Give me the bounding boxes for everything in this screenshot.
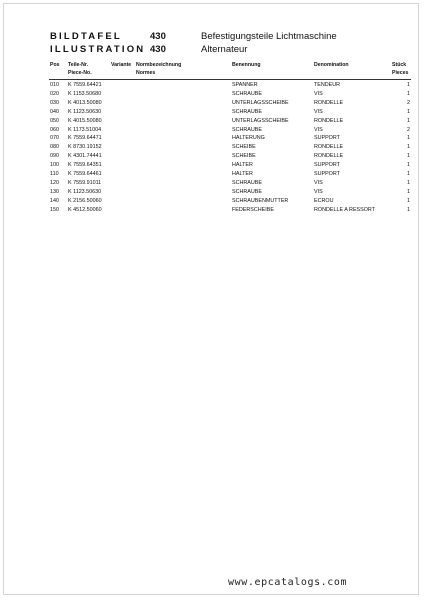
row-part-number: K 2156.50060 (68, 197, 102, 204)
row-denomination: TENDEUR (314, 82, 341, 88)
row-quantity: 1 (407, 171, 410, 177)
col-teile-nr: Teile-Nr. (68, 62, 89, 68)
row-quantity: 2 (407, 126, 410, 133)
row-part-number: K 7559.64351 (68, 162, 102, 169)
row-denomination: RONDELLE (314, 144, 344, 151)
row-part-number: K 4512.50060 (68, 206, 102, 213)
row-denomination: RONDELLE (314, 153, 344, 160)
row-benennung: HALTERUNG (232, 135, 265, 142)
row-pos: 130 (50, 188, 59, 195)
row-quantity: 1 (407, 179, 410, 186)
bildtafel-label: BILDTAFEL (50, 31, 122, 42)
row-quantity: 1 (407, 144, 410, 151)
table-row (0, 135, 424, 144)
table-row (0, 127, 424, 136)
row-benennung: SCHEIBE (232, 144, 256, 151)
row-pos: 140 (50, 197, 59, 204)
row-denomination: RONDELLE (314, 117, 344, 124)
row-part-number: K 4013.50080 (68, 99, 102, 106)
row-benennung: SCHRAUBE (232, 179, 262, 186)
col-pieces: Pieces (392, 70, 409, 76)
row-benennung: SPANNER (232, 82, 258, 88)
row-part-number: K 1123.50630 (68, 188, 102, 195)
table-row (0, 118, 424, 127)
row-denomination: SUPPORT (314, 171, 340, 177)
row-pos: 020 (50, 90, 59, 97)
row-denomination: SUPPORT (314, 135, 340, 142)
title-de: Befestigungsteile Lichtmaschine (201, 31, 337, 42)
row-quantity: 1 (407, 117, 410, 124)
row-benennung: UNTERLAGSSCHEIBE (232, 117, 289, 124)
table-row (0, 162, 424, 171)
row-part-number: K 1153.50680 (68, 90, 102, 97)
col-denomination: Denomination (314, 62, 349, 68)
col-stueck: Stück (392, 62, 407, 68)
row-part-number: K 7559.64471 (68, 135, 102, 142)
row-part-number: K 7559.64421 (68, 82, 102, 88)
table-row (0, 109, 424, 118)
row-pos: 110 (50, 171, 59, 177)
table-row (0, 153, 424, 162)
col-piece-no: Piece-No. (68, 70, 92, 76)
row-benennung: SCHRAUBENMUTTER (232, 197, 289, 204)
row-part-number: K 7559.64461 (68, 171, 102, 177)
row-pos: 040 (50, 108, 59, 115)
table-row (0, 91, 424, 100)
row-quantity: 1 (407, 90, 410, 97)
row-part-number: K 4301.74441 (68, 153, 102, 160)
row-part-number: K 1173.51004 (68, 126, 102, 133)
col-pos: Pos (50, 62, 60, 68)
col-normes: Normes (136, 70, 156, 76)
row-pos: 030 (50, 99, 59, 106)
row-quantity: 1 (407, 135, 410, 142)
table-row (0, 171, 424, 180)
row-pos: 050 (50, 117, 59, 124)
row-benennung: SCHRAUBE (232, 90, 262, 97)
row-benennung: HALTER (232, 162, 253, 169)
row-quantity: 1 (407, 162, 410, 169)
row-pos: 150 (50, 206, 59, 213)
illustration-label: ILLUSTRATION (50, 44, 146, 55)
row-benennung: SCHRAUBE (232, 126, 262, 133)
row-pos: 100 (50, 162, 59, 169)
header-rule (49, 79, 411, 80)
col-normbezeichnung: Normbezeichnung (136, 62, 182, 68)
table-row (0, 189, 424, 198)
row-pos: 090 (50, 153, 59, 160)
row-benennung: UNTERLAGSSCHEIBE (232, 99, 289, 106)
title-fr: Alternateur (201, 44, 248, 55)
row-denomination: SUPPORT (314, 162, 340, 169)
row-quantity: 1 (407, 82, 410, 88)
row-denomination: VIS (314, 179, 323, 186)
row-denomination: VIS (314, 126, 323, 133)
row-denomination: VIS (314, 90, 323, 97)
illustration-number-fr: 430 (150, 44, 166, 55)
table-row (0, 144, 424, 153)
row-denomination: RONDELLE A RESSORT (314, 206, 376, 213)
row-denomination: ECROU (314, 197, 334, 204)
col-benennung: Benennung (232, 62, 261, 68)
footer-watermark: www.epcatalogs.com (228, 577, 348, 588)
table-row (0, 207, 424, 216)
row-quantity: 1 (407, 206, 410, 213)
row-quantity: 1 (407, 188, 410, 195)
row-denomination: RONDELLE (314, 99, 344, 106)
row-quantity: 1 (407, 197, 410, 204)
row-denomination: VIS (314, 108, 323, 115)
col-variante: Variante (111, 62, 132, 68)
row-pos: 070 (50, 135, 59, 142)
row-part-number: K 1123.50630 (68, 108, 102, 115)
row-pos: 060 (50, 126, 59, 133)
row-quantity: 1 (407, 153, 410, 160)
row-part-number: K 4015.50080 (68, 117, 102, 124)
row-denomination: VIS (314, 188, 323, 195)
row-pos: 080 (50, 144, 59, 151)
row-pos: 120 (50, 179, 59, 186)
row-part-number: K 8730.19152 (68, 144, 102, 151)
row-pos: 010 (50, 82, 59, 88)
row-quantity: 1 (407, 108, 410, 115)
row-benennung: FEDERSCHEIBE (232, 206, 274, 213)
row-benennung: HALTER (232, 171, 253, 177)
row-part-number: K 7559.91011 (68, 179, 102, 186)
table-row (0, 198, 424, 207)
row-benennung: SCHRAUBE (232, 108, 262, 115)
row-benennung: SCHEIBE (232, 153, 256, 160)
table-row (0, 180, 424, 189)
row-benennung: SCHRAUBE (232, 188, 262, 195)
table-row (0, 82, 424, 91)
table-row (0, 100, 424, 109)
row-quantity: 2 (407, 99, 410, 106)
illustration-number-de: 430 (150, 31, 166, 42)
